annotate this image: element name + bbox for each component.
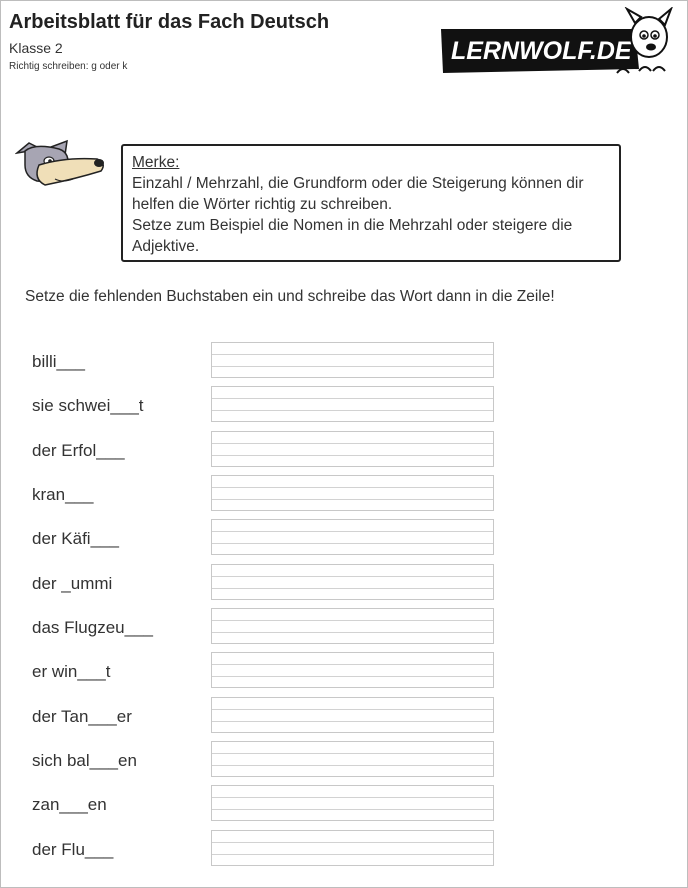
grade-label: Klasse 2 [9, 40, 63, 56]
exercise-word: sie schwei___t [32, 396, 144, 415]
exercise-row [1, 608, 687, 646]
lernwolf-logo [439, 7, 679, 79]
writing-guide-line [212, 576, 493, 577]
writing-guide-line [212, 842, 493, 843]
exercise-word: der _ummi [32, 574, 113, 593]
writing-line-box[interactable] [211, 652, 494, 688]
writing-guide-line [212, 753, 493, 754]
exercise-row [1, 830, 687, 868]
writing-guide-line [212, 443, 493, 444]
writing-guide-line [212, 721, 493, 722]
exercise-row [1, 475, 687, 513]
exercise-row [1, 342, 687, 380]
exercise-row [1, 386, 687, 424]
writing-guide-line [212, 797, 493, 798]
writing-line-box[interactable] [211, 608, 494, 644]
writing-line-box[interactable] [211, 785, 494, 821]
exercise-word: kran___ [32, 485, 94, 504]
merke-heading: Merke: [132, 154, 180, 171]
exercise-row [1, 519, 687, 557]
exercise-word: er win___t [32, 662, 111, 681]
writing-guide-line [212, 854, 493, 855]
writing-line-box[interactable] [211, 741, 494, 777]
merke-line: Einzahl / Mehrzahl, die Grundform oder die Steigerung können dir helfen die Wörter richtig zu schreiben. [132, 175, 584, 213]
writing-line-box[interactable] [211, 431, 494, 467]
exercise-word: der Käfi___ [32, 529, 119, 548]
writing-guide-line [212, 709, 493, 710]
exercise-row [1, 741, 687, 779]
writing-line-box[interactable] [211, 830, 494, 866]
writing-line-box[interactable] [211, 475, 494, 511]
writing-guide-line [212, 398, 493, 399]
writing-guide-line [212, 620, 493, 621]
logo-text: LERNWOLF.DE [451, 37, 632, 65]
writing-line-box[interactable] [211, 342, 494, 378]
writing-guide-line [212, 487, 493, 488]
writing-guide-line [212, 765, 493, 766]
topic-label: Richtig schreiben: g oder k [9, 61, 128, 72]
task-instruction: Setze die fehlenden Buchstaben ein und schreibe das Wort dann in die Zeile! [25, 288, 555, 305]
writing-guide-line [212, 531, 493, 532]
writing-guide-line [212, 809, 493, 810]
writing-guide-line [212, 588, 493, 589]
exercise-word: der Tan___er [32, 707, 132, 726]
exercise-word: der Flu___ [32, 840, 114, 859]
exercise-row [1, 564, 687, 602]
worksheet-title: Arbeitsblatt für das Fach Deutsch [9, 11, 330, 33]
exercise-row [1, 652, 687, 690]
writing-line-box[interactable] [211, 697, 494, 733]
writing-line-box[interactable] [211, 564, 494, 600]
writing-guide-line [212, 632, 493, 633]
dog-mascot-icon [15, 139, 107, 197]
writing-guide-line [212, 676, 493, 677]
writing-guide-line [212, 366, 493, 367]
writing-guide-line [212, 410, 493, 411]
writing-guide-line [212, 543, 493, 544]
merke-note-box [121, 144, 621, 262]
exercise-row [1, 431, 687, 469]
writing-guide-line [212, 354, 493, 355]
exercise-word: das Flugzeu___ [32, 618, 153, 637]
merke-line: Setze zum Beispiel die Nomen in die Mehrzahl oder steigere die Adjektive. [132, 217, 573, 255]
writing-line-box[interactable] [211, 386, 494, 422]
writing-guide-line [212, 455, 493, 456]
writing-guide-line [212, 664, 493, 665]
exercise-word: der Erfol___ [32, 441, 125, 460]
writing-guide-line [212, 499, 493, 500]
exercise-word: zan___en [32, 795, 107, 814]
writing-line-box[interactable] [211, 519, 494, 555]
exercise-row [1, 697, 687, 735]
exercise-row [1, 785, 687, 823]
exercise-word: sich bal___en [32, 751, 137, 770]
exercise-word: billi___ [32, 352, 85, 371]
